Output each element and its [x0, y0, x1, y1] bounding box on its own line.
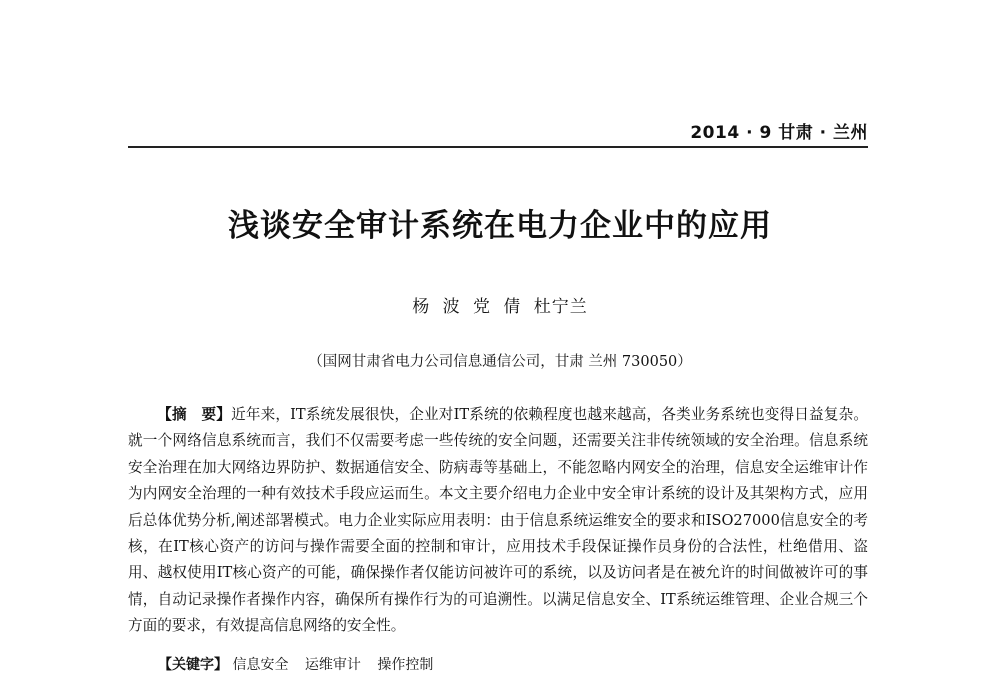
- abstract: [128, 402, 868, 640]
- abstract-label: 【摘 要】: [157, 406, 232, 423]
- keyword-item: 信息安全: [232, 657, 289, 673]
- paper-affiliation: （国网甘肃省电力公司信息通信公司，甘肃 兰州 730050）: [308, 354, 692, 370]
- keyword-item: 操作控制: [377, 657, 434, 673]
- keyword-item: 运维审计: [304, 657, 361, 673]
- paper-authors: 杨 波 党 倩 杜宁兰: [412, 297, 588, 317]
- keywords: [158, 654, 445, 674]
- journal-header: 2014 · 9 甘肃 · 兰州: [690, 123, 868, 143]
- paper-title: 浅谈安全审计系统在电力企业中的应用: [228, 208, 772, 244]
- abstract-text: 近年来，IT系统发展很快，企业对IT系统的依赖程度也越来越高，各类业务系统也变得日益复杂。就一个网络信息系统而言，我们不仅需要考虑一些传统的安全问题，还需要关注非传统领域的安全治理。信息系统安全治理在加大网络边界防护、数据通信安全、防病毒等基础上，不能忽略内网安全的治理，信息安全运维审计作为内网安全治理的一种有效技术手段应运而生。本文主要介绍电力企业中安全审计系统的设计及其架构方式，应用后总体优势分析,阐述部署模式。电力企业实际应用表明：由于信息系统运维安全的要求和ISO27000信息安全的考核，在IT核心资产的访问与操作需要全面的控制和审计，应用技术手段保证操作员身份的合法性，杜绝借用、盗用、越权使用IT核心资产的可能，确保操作者仅能访问被许可的系统，以及访问者是在被允许的时间做被许可的事情，自动记录操作者操作内容，确保所有操作行为的可追溯性。以满足信息安全、IT系统运维管理、企业合规三个方面的要求，有效提高信息网络的安全性。: [128, 406, 868, 635]
- keywords-label: 【关键字】: [158, 657, 228, 673]
- header-rule: [128, 146, 868, 148]
